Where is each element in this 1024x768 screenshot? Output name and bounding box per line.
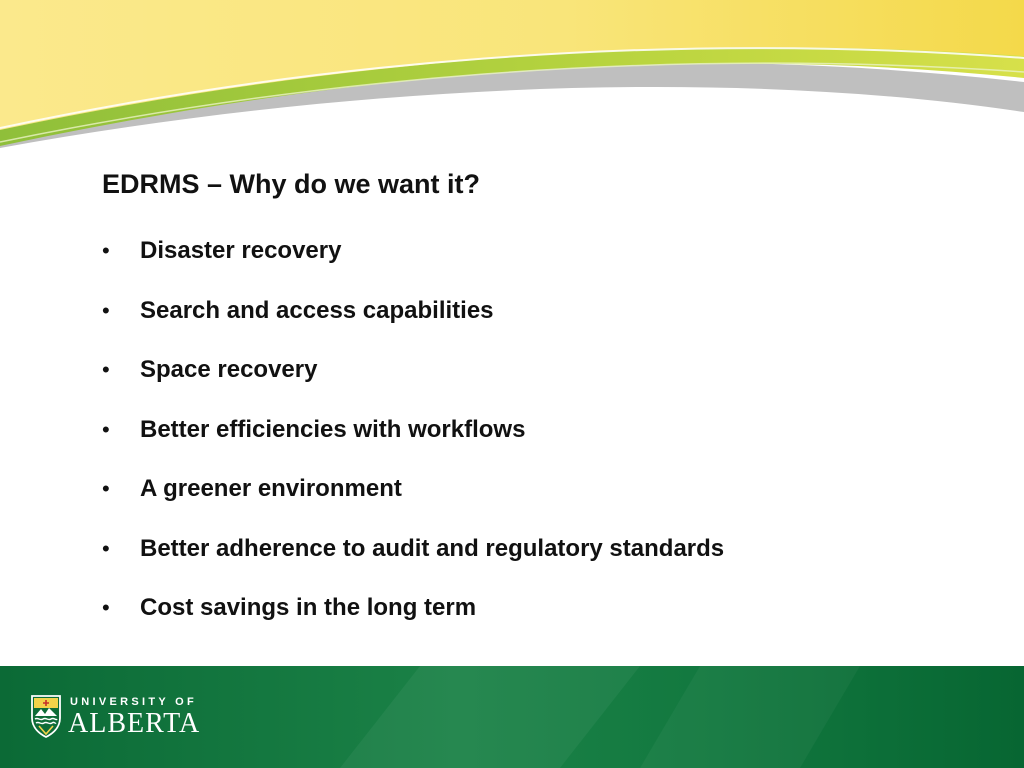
list-item-text: Space recovery — [140, 356, 318, 383]
list-item — [102, 470, 724, 508]
list-item — [102, 351, 724, 389]
list-item — [102, 232, 724, 270]
university-logo — [30, 694, 220, 744]
bullet-icon: • — [102, 297, 110, 323]
header-swoosh-graphic — [0, 0, 1024, 160]
slide-title: EDRMS – Why do we want it? — [102, 169, 481, 199]
logo-text-large: ALBERTA — [68, 708, 201, 739]
list-item — [102, 411, 724, 449]
bullet-icon: • — [102, 238, 110, 263]
university-crest-icon — [30, 694, 62, 738]
bullet-icon: • — [102, 476, 110, 501]
list-item — [102, 589, 724, 627]
bullet-icon: • — [102, 535, 110, 561]
list-item-text: Better adherence to audit and regulatory standards — [140, 534, 725, 562]
list-item-text: Cost savings in the long term — [140, 594, 477, 621]
list-item-text: A greener environment — [140, 475, 402, 502]
list-item-text: Search and access capabilities — [140, 296, 494, 324]
bullet-list — [102, 232, 724, 649]
bullet-icon: • — [102, 357, 110, 382]
list-item — [102, 530, 724, 568]
list-item-text: Disaster recovery — [140, 237, 342, 264]
logo-text-small: UNIVERSITY OF — [70, 696, 198, 708]
list-item — [102, 292, 724, 330]
bullet-icon: • — [102, 595, 110, 620]
bullet-icon: • — [102, 416, 110, 442]
list-item-text: Better efficiencies with workflows — [140, 415, 526, 443]
